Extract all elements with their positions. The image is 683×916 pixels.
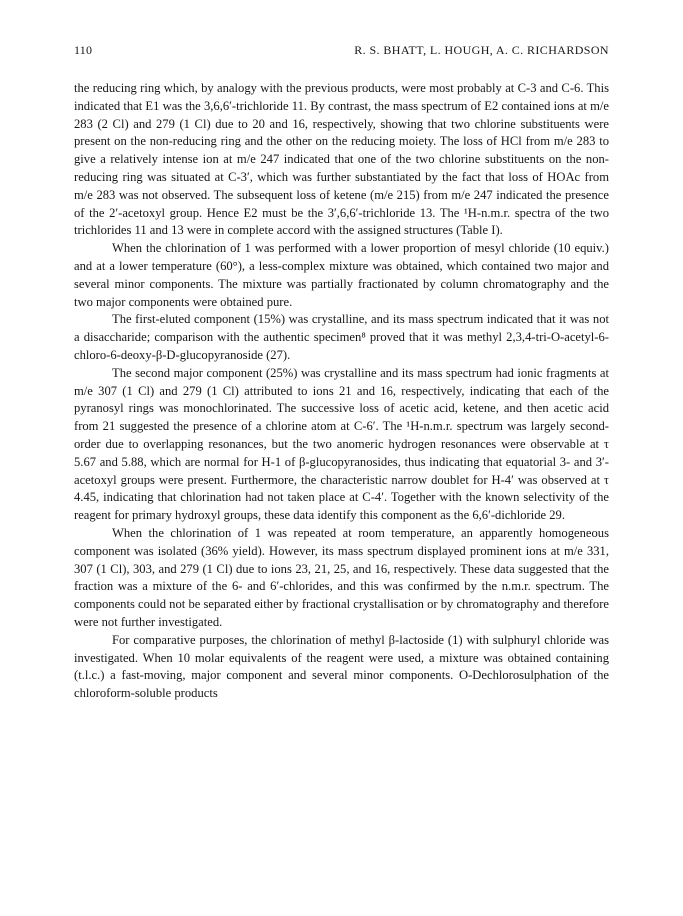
page-header — [74, 43, 609, 59]
paragraph: When the chlorination of 1 was performed with a lower proportion of mesyl chloride (10 equiv.) and at a lower temperature (60°), a less-complex mixture was obtained, which contained two major and several minor components. The mixture was partially fractionated by column chromatography and the two major components were obtained pure. — [74, 241, 609, 309]
running-head: R. S. BHATT, L. HOUGH, A. C. RICHARDSON — [354, 43, 609, 57]
paragraph: For comparative purposes, the chlorination of methyl β-lactoside (1) with sulphuryl chloride was investigated. When 10 molar equivalents of the reagent were used, a mixture was obtained containing (t.l.c.) a fast-moving, major component and several minor components. O-Dechlorosulphation of the chloroform-soluble products — [74, 632, 609, 701]
paragraph: The second major component (25%) was crystalline and its mass spectrum had ionic fragments at m/e 307 (1 Cl) and 279 (1 Cl) attributed to ions 21 and 16, respectively, indicating that each of the pyranosyl rings was monochlorinated. The successive loss of acetic acid, ketene, and then acetic acid from 21 suggested the presence of a chlorine atom at C-6′. The ¹H-n.m.r. spectrum was largely second-order due to overlapping resonances, but the two anomeric hydrogen resonances were observable at τ 5.67 and 5.88, which are normal for H-1 of β-glucopyranosides, thus indicating that equatorial 3- and 3′-acetoxyl groups were present. Furthermore, the characteristic narrow doublet for H-4′ was observed at τ 4.45, indicating that chlorination had not taken place at C-4′. Together with the known selectivity of the reagent for primary hydroxyl groups, these data identify this component as the 6,6′-dichloride 29. — [74, 365, 609, 523]
paragraph: The first-eluted component (15%) was crystalline, and its mass spectrum indicated that it was not a disaccharide; comparison with the authentic specimen⁸ proved that it was methyl 2,3,4-tri-O-acetyl-6-chloro-6-deoxy-β-D-glucopyranoside (27). — [74, 312, 609, 362]
paragraph: When the chlorination of 1 was repeated at room temperature, an apparently homogeneous component was isolated (36% yield). However, its mass spectrum displayed prominent ions at m/e 331, 307 (1 Cl), 303, and 279 (1 Cl) due to ions 23, 21, 25, and 16, respectively. These data suggested that the fraction was a mixture of the 6- and 6′-chlorides, and this was confirmed by the n.m.r. spectrum. The components could not be separated either by fractional crystallisation or by chromatography and therefore were not further investigated. — [74, 525, 609, 629]
article-body — [74, 80, 609, 703]
paragraph: the reducing ring which, by analogy with the previous products, were most probably at C-3 and C-6. This indicated that E1 was the 3,6,6′-trichloride 11. By contrast, the mass spectrum of E2 contained ions at m/e 283 (2 Cl) and 279 (1 Cl) due to 20 and 16, respectively, showing that two chlorine substituents were present on the non-reducing ring and the other on the reducing moiety. The loss of HCl from m/e 283 to give a relatively intense ion at m/e 247 indicated that one of the two chlorine substituents on the non-reducing ring was situated at C-3′, which was further substantiated by the fact that loss of HOAc from m/e 283 was not observed. The subsequent loss of ketene (m/e 215) from m/e 247 indicated the presence of the 2′-acetoxyl group. Hence E2 must be the 3′,6,6′-trichloride 13. The ¹H-n.m.r. spectra of the two trichlorides 11 and 13 were in complete accord with the assigned structures (Table I). — [74, 81, 609, 238]
page-number: 110 — [74, 43, 93, 57]
